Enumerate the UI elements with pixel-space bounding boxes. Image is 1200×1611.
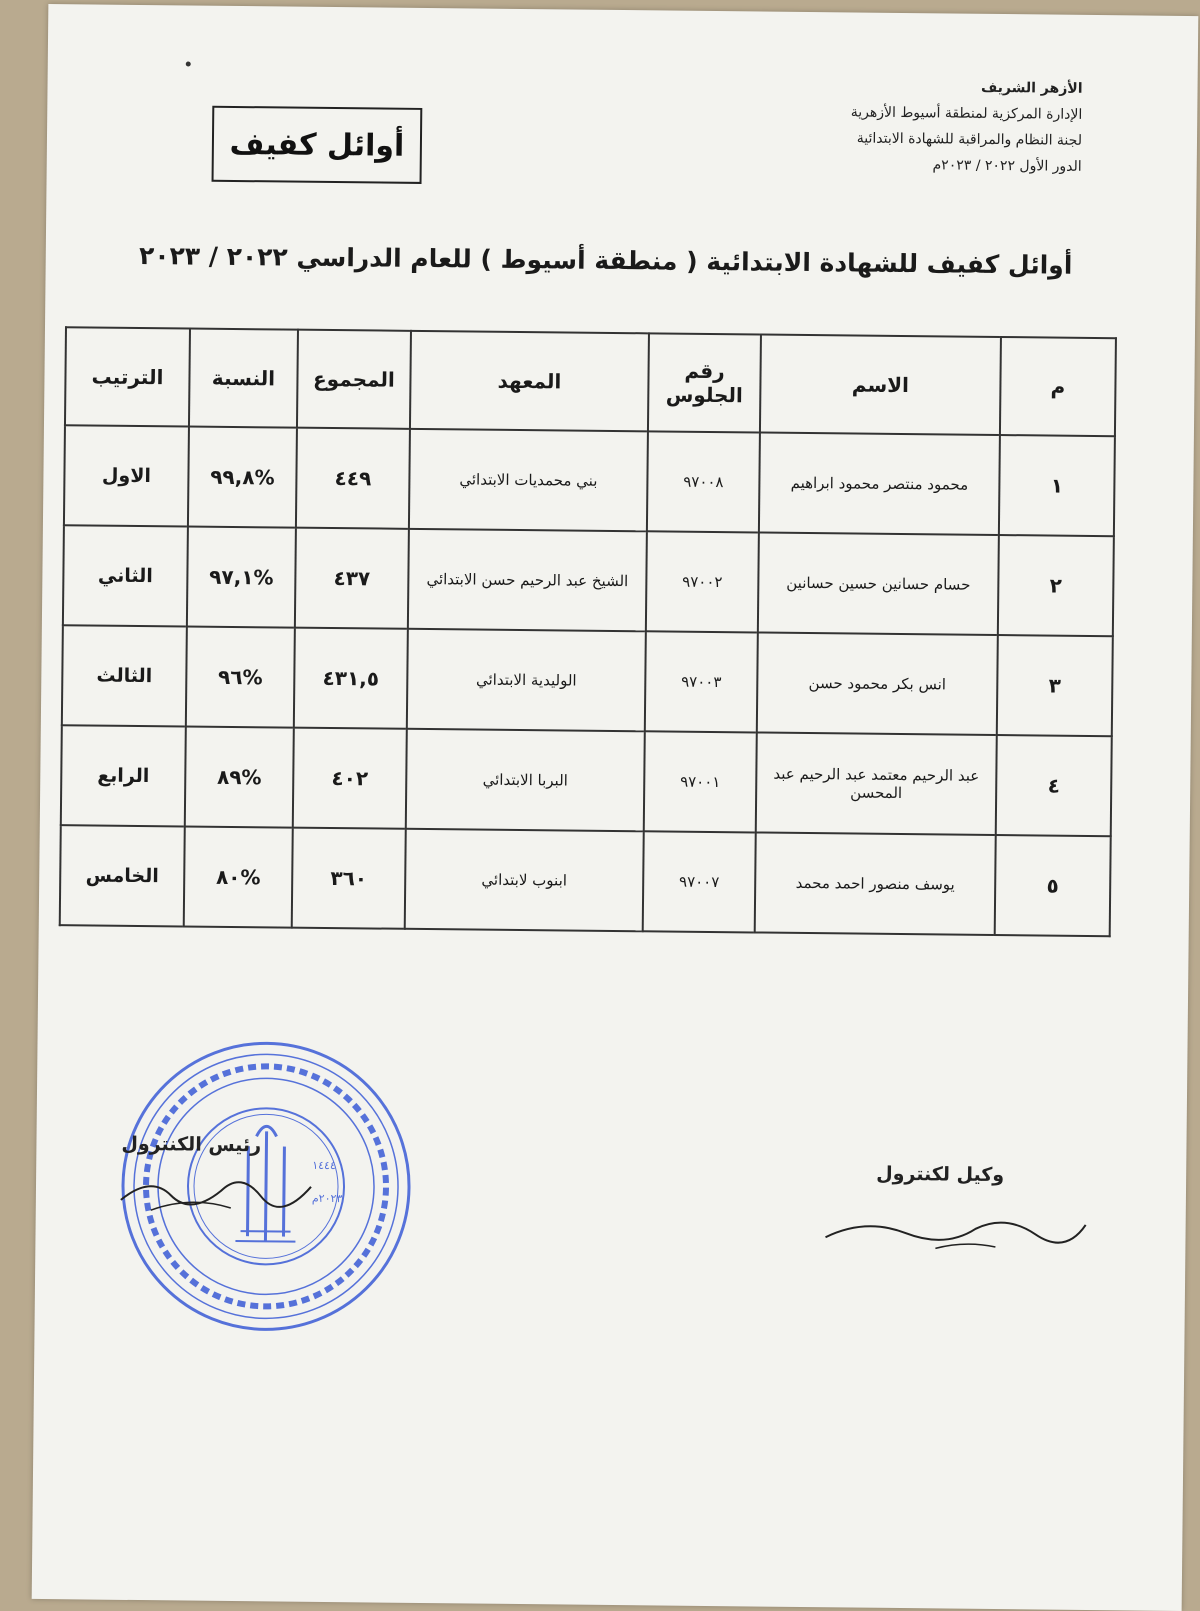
- cell-total: ٣٦٠: [292, 828, 406, 929]
- cell-institute: البربا الابتدائي: [406, 729, 645, 831]
- header-seat-number: رقم الجلوس: [648, 333, 761, 432]
- cell-name: انس بكر محمود حسن: [757, 632, 998, 735]
- table-row: [60, 825, 1111, 936]
- signature-left-icon: [111, 1155, 332, 1227]
- document-page: [32, 4, 1199, 1611]
- cell-seat-number: ٩٧٠٠١: [644, 731, 757, 832]
- cell-index: ٥: [995, 835, 1111, 936]
- cell-index: ٢: [998, 535, 1114, 636]
- cell-seat-number: ٩٧٠٠٨: [647, 431, 760, 532]
- cell-total: ٤٤٩: [296, 428, 410, 529]
- table-row: [61, 725, 1112, 836]
- signature-label-left: رئيس الكنترول: [121, 1132, 262, 1157]
- header-institute: المعهد: [410, 331, 649, 431]
- cell-total: ٤٠٢: [293, 728, 407, 829]
- cell-percentage: %٨٠: [184, 826, 293, 927]
- box-title: أوائل كفيف: [212, 106, 423, 184]
- header-rank: الترتيب: [65, 327, 190, 426]
- cell-rank: الرابع: [61, 725, 186, 826]
- cell-institute: بني محمديات الابتدائي: [409, 429, 648, 531]
- cell-rank: الخامس: [60, 825, 185, 926]
- cell-seat-number: ٩٧٠٠٢: [646, 531, 759, 632]
- letterhead-line-4: الدور الأول ٢٠٢٢ / ٢٠٢٣م: [932, 156, 1082, 175]
- page-title: أوائل كفيف للشهادة الابتدائية ( منطقة أسيوط ) للعام الدراسي ٢٠٢٢ / ٢٠٢٣: [138, 240, 1073, 280]
- ink-dot: [186, 61, 191, 66]
- letterhead: [662, 72, 1083, 180]
- header-percentage: النسبة: [189, 329, 298, 428]
- cell-percentage: %٩٧,١: [187, 527, 296, 628]
- letterhead-line-1: الأزهر الشريف: [980, 79, 1083, 97]
- cell-name: حسام حسانين حسين حسانين: [758, 532, 999, 635]
- cell-institute: ابنوب لابتدائي: [405, 829, 644, 931]
- cell-percentage: %٩٦: [186, 627, 295, 728]
- cell-total: ٤٣١,٥: [294, 628, 408, 729]
- results-table: [59, 326, 1117, 937]
- seal-year-hijri: ١٤٤٤: [312, 1158, 336, 1173]
- cell-name: محمود منتصر محمود ابراهيم: [759, 432, 1000, 535]
- cell-index: ٣: [997, 635, 1113, 736]
- letterhead-line-3: لجنة النظام والمراقبة للشهادة الابتدائية: [856, 130, 1083, 149]
- letterhead-line-2: الإدارة المركزية لمنطقة أسيوط الأزهرية: [850, 104, 1083, 123]
- cell-name: عبد الرحيم معتمد عبد الرحيم عبد المحسن: [756, 732, 997, 835]
- cell-total: ٤٣٧: [295, 528, 409, 629]
- cell-index: ٤: [996, 735, 1112, 836]
- header-total: المجموع: [297, 330, 411, 429]
- seal-year-gregorian: ٢٠٢٣م: [311, 1191, 343, 1206]
- table-header-row: [65, 327, 1116, 436]
- table-row: [63, 525, 1114, 636]
- cell-institute: الوليدية الابتدائي: [407, 629, 646, 731]
- signature-label-right: وكيل لكنترول: [876, 1162, 1005, 1187]
- table-row: [64, 425, 1115, 536]
- cell-rank: الثاني: [63, 525, 188, 626]
- cell-name: يوسف منصور احمد محمد: [755, 832, 996, 935]
- cell-institute: الشيخ عبد الرحيم حسن الابتدائي: [408, 529, 647, 631]
- header-name: الاسم: [760, 335, 1001, 436]
- cell-percentage: %٨٩: [185, 727, 294, 828]
- table-row: [62, 625, 1113, 736]
- cell-rank: الاول: [64, 425, 189, 526]
- cell-rank: الثالث: [62, 625, 187, 726]
- cell-seat-number: ٩٧٠٠٣: [645, 631, 758, 732]
- cell-seat-number: ٩٧٠٠٧: [643, 831, 756, 932]
- cell-percentage: %٩٩,٨: [188, 427, 297, 528]
- header-index: م: [1000, 337, 1116, 436]
- cell-index: ١: [999, 435, 1115, 536]
- signature-right-icon: [815, 1197, 1096, 1260]
